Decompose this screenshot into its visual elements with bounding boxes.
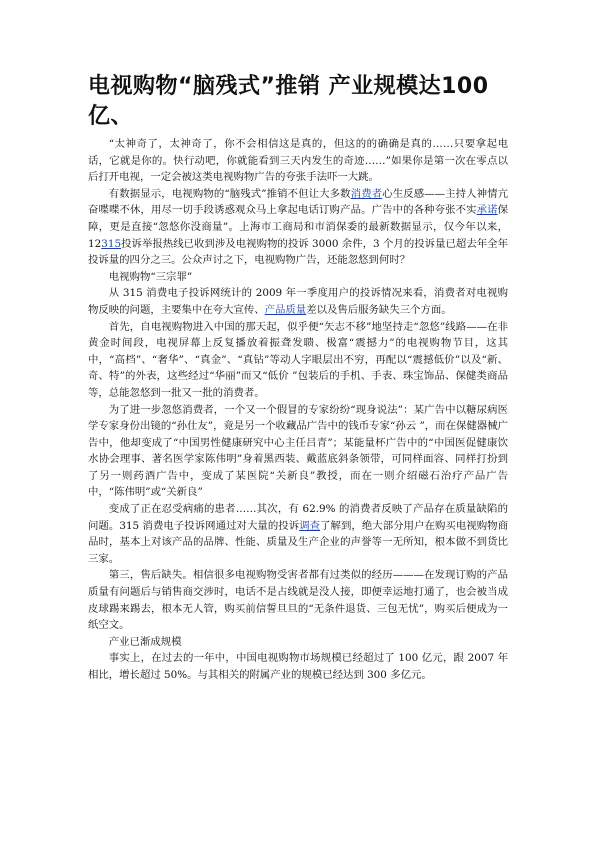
text-span: 投诉举报热线已收到涉及电视购物的投诉 3000 余件，3 个月的投诉量已超去年全年投诉量的四分之三。公众声讨之下，电视购物广告，还能忽悠到何时？	[88, 237, 508, 267]
text-span: 从 315 消费电子投诉网统计的 2009 年一季度用户的投诉情况来看，消费者对电视购物反映的问题，主要集中在夸大宣传、	[88, 287, 508, 316]
link-product-quality[interactable]: 产品质量	[264, 303, 307, 316]
text-span: 有数据显示，电视购物的“脑残式”推销不但让大多数	[108, 187, 351, 200]
article-title: 电视购物“脑残式”推销 产业规模达100亿、	[88, 74, 489, 129]
text-span: 心生反感——主持人神情亢奋喋喋不休，用尽一切手段诱惑观众马上拿起电话订购产品。广告中的各种夸张不实	[88, 187, 509, 217]
paragraph-scale: 事实上，在过去的一年中，中国电视购物市场规模已经超过了 100 亿元，跟 2007 年相比，增长超过 50%。与其相关的附属产业的规模已经达到 300 多亿元。	[88, 652, 508, 681]
paragraph-complaints	[88, 285, 508, 318]
link-315[interactable]: 315	[101, 237, 122, 250]
text-span: 了解到，绝大部分用户在购买电视购物商品时，基本上对该产品的品牌、性能、质量及生产企业的声誉等一无所知，根本做不到货比三家。	[88, 519, 509, 565]
article	[88, 72, 508, 684]
paragraph-data	[88, 186, 508, 269]
link-consumer[interactable]: 消费者	[350, 187, 383, 200]
text-span: 保障，更是直接“忽悠你没商量”。上海市工商局和市消保委的最新数据显示，仅今年以来，12	[88, 204, 509, 250]
subheading-industry-scale: 产业已渐成规模	[108, 635, 182, 648]
paragraph-intro: “太神奇了，太神奇了，你不会相信这是真的，但这的的确确是真的……只要拿起电话，它就是你的。快行动吧，你就能看到三天内发生的奇迹……”如果你是第一次在零点以后打开电视，一定会被这类电视购物广告的夸张手法吓一大跳。	[88, 138, 508, 184]
link-investigation[interactable]: 调查	[299, 519, 321, 532]
text-span: 变成了正在忍受病痛的患者……其次，有 62.9% 的消费者反映了产品存在质量缺陷的问题。315 消费电子投诉网通过对大量的投诉	[88, 503, 508, 532]
subheading-three-sins: 电视购物“三宗罪”	[108, 270, 193, 283]
paragraph-second	[88, 501, 508, 567]
paragraph-experts: 为了进一步忽悠消费者，一个又一个假冒的专家纷纷“现身说法”：某广告中以糖尿病医学专家身份出镜的“孙仕友”，竟是另一个收藏品广告中的钱币专家“孙云 ”，而在保健器械广告中，他却变成了“中国男性健康研究中心主任吕青”；某能量杯广告中的“中国医促健康饮水协会理事、著名医学家陈伟明”身着黑西装、戴蓝底斜条领带，可同样面容、同样打扮到了另一则药酒广告中，变成了某医院“关新良”教授，而在一则介绍磁石治疗产品广告中，“陈伟明”或“关新良”	[88, 403, 508, 499]
paragraph-first: 首先，自电视购物进入中国的那天起，似乎便“矢志不移”地坚持走“忽悠”线路——在非黄金时间段，电视屏幕上反复播放着振聋发聩、极富“震撼力”的电视购物节目，这其中，“高档”、“奢华”、“真金”、“真钻”等动人字眼层出不穷，再配以“震撼低价”以及“新、奇、特”的外表，这些经过“华丽”而又“低价 ”包装后的手机、手表、珠宝饰品、保健类商品等，总能忽悠到一批又一批的消费者。	[88, 320, 508, 399]
text-span: 差以及售后服务缺失三个方面。	[306, 303, 452, 316]
paragraph-third: 第三，售后缺失。相信很多电视购物受害者都有过类似的经历———在发现订购的产品质量有问题后与销售商交涉时，电话不是占线就是没人接，即便幸运地打通了，也会被当成皮球踢来踢去，根本无人管，购买前信誓旦旦的“无条件退货、三包无忧”，购买后便成为一纸空文。	[88, 569, 508, 632]
link-promise[interactable]: 承诺	[476, 204, 498, 217]
